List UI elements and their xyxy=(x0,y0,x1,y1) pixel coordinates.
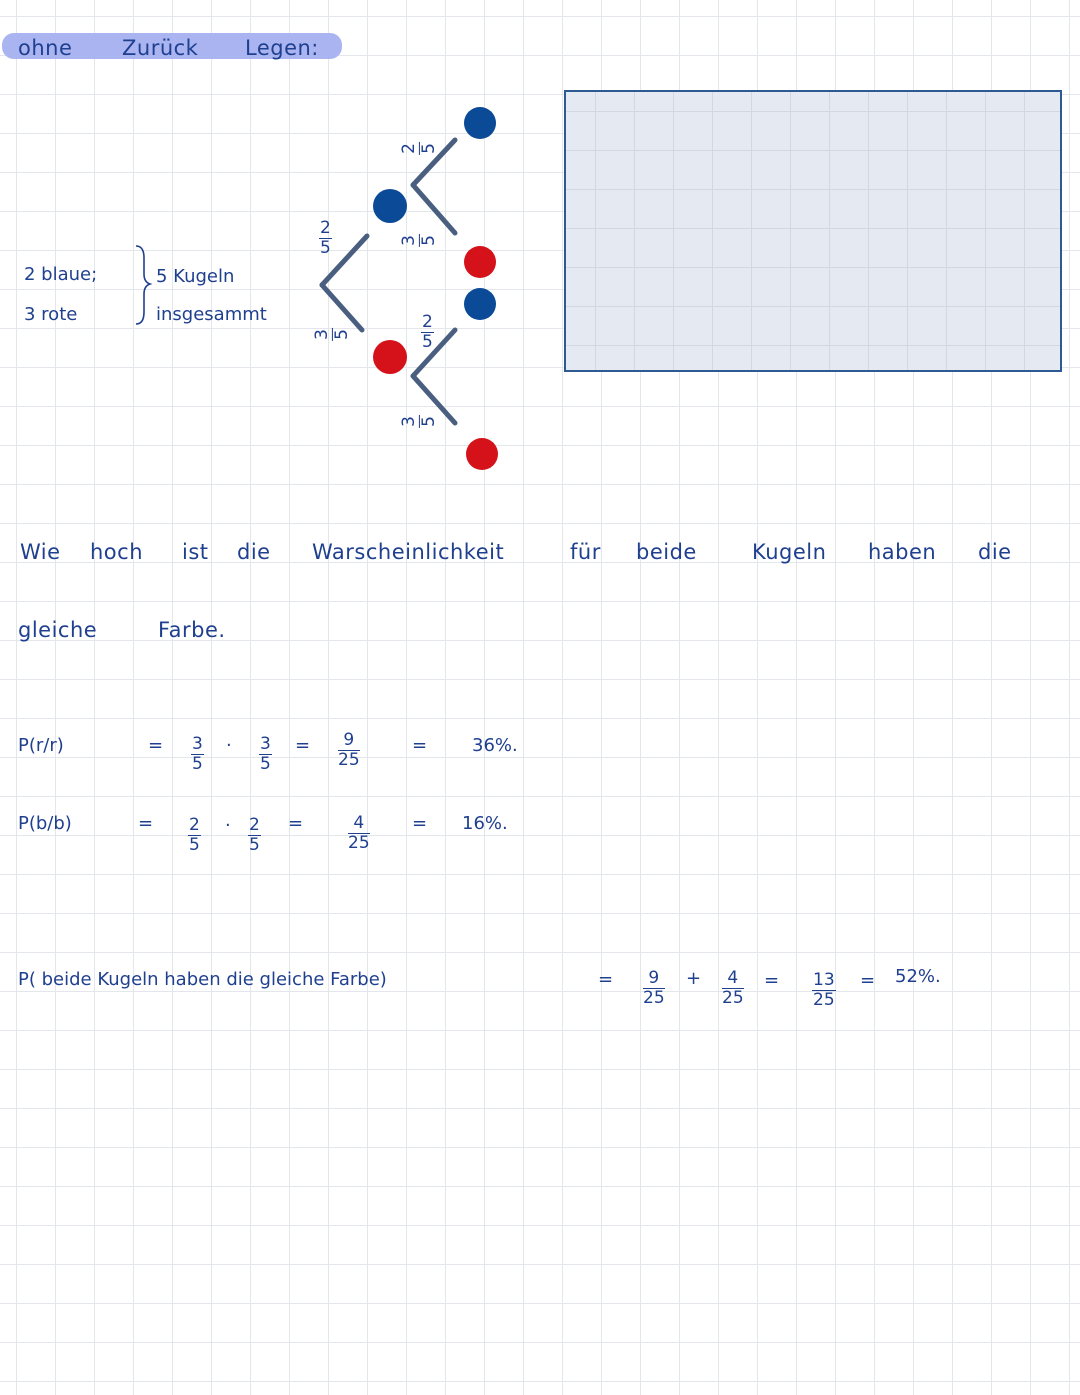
calc-bb-eq: = xyxy=(138,813,154,834)
empty-box xyxy=(564,90,1062,372)
given-red: 3 rote xyxy=(24,304,78,325)
calc-rr-factor1: 3 5 xyxy=(192,734,203,774)
calc-total-result: 13 25 xyxy=(813,970,835,1010)
ball-first-red xyxy=(373,340,407,374)
question-word: hoch xyxy=(90,540,144,564)
calc-rr-eq3: = xyxy=(412,735,428,756)
prob-red-red: 3 5 xyxy=(398,416,439,427)
calc-total-eq3: = xyxy=(860,970,876,991)
question-word: Wie xyxy=(20,540,61,564)
calc-total-term2: 4 25 xyxy=(722,968,744,1008)
question-word: Kugeln xyxy=(752,540,827,564)
calc-total-eq2: = xyxy=(764,970,780,991)
calc-bb-label: P(b/b) xyxy=(18,813,72,834)
prob-blue-blue: 2 5 xyxy=(398,143,439,154)
calc-rr-dot: · xyxy=(226,735,232,756)
branch-first-red xyxy=(322,285,362,330)
question-word: Farbe. xyxy=(158,618,226,642)
question-word: die xyxy=(237,540,271,564)
question-word: Warscheinlichkeit xyxy=(312,540,505,564)
ball-blue-red xyxy=(464,246,496,278)
calc-total-label: P( beide Kugeln haben die gleiche Farbe) xyxy=(18,969,387,990)
question-word: ist xyxy=(182,540,209,564)
question-word: gleiche xyxy=(18,618,98,642)
calc-total-term1: 9 25 xyxy=(643,968,665,1008)
calc-bb-eq2: = xyxy=(288,813,304,834)
prob-red-blue: 2 5 xyxy=(422,312,433,352)
calc-bb-eq3: = xyxy=(412,813,428,834)
calc-bb-factor1: 2 5 xyxy=(189,815,200,855)
calc-bb-result: 4 25 xyxy=(348,813,370,853)
question-word: die xyxy=(978,540,1012,564)
calc-rr-eq2: = xyxy=(295,735,311,756)
ball-first-blue xyxy=(373,189,407,223)
calc-total-percent: 52%. xyxy=(895,966,941,987)
given-blue: 2 blaue; xyxy=(24,264,98,285)
title-word-ohne: ohne xyxy=(18,36,73,60)
question-word: beide xyxy=(636,540,697,564)
prob-blue-red: 3 5 xyxy=(398,235,439,246)
calc-bb-dot: · xyxy=(225,815,231,836)
calc-rr-factor2: 3 5 xyxy=(260,734,271,774)
prob-first-red: 3 5 xyxy=(311,329,352,340)
given-total-line2: insgesammt xyxy=(156,304,267,325)
branch-blue-red xyxy=(413,185,455,233)
ball-red-blue xyxy=(464,288,496,320)
calc-total-plus: + xyxy=(686,968,702,989)
question-word: für xyxy=(570,540,601,564)
calc-rr-result: 9 25 xyxy=(338,730,360,770)
calc-rr-percent: 36%. xyxy=(472,735,518,756)
ball-blue-blue xyxy=(464,107,496,139)
branch-red-blue xyxy=(413,330,455,376)
calc-total-eq: = xyxy=(598,969,614,990)
title-word-zurueck: Zurück xyxy=(122,36,199,60)
calc-bb-factor2: 2 5 xyxy=(249,815,260,855)
given-total-line1: 5 Kugeln xyxy=(156,266,235,287)
calc-bb-percent: 16%. xyxy=(462,813,508,834)
calc-rr-eq: = xyxy=(148,735,164,756)
question-word: haben xyxy=(868,540,937,564)
calc-rr-label: P(r/r) xyxy=(18,735,64,756)
title-word-legen: Legen: xyxy=(245,36,319,60)
ball-red-red xyxy=(466,438,498,470)
prob-first-blue: 2 5 xyxy=(320,218,331,258)
